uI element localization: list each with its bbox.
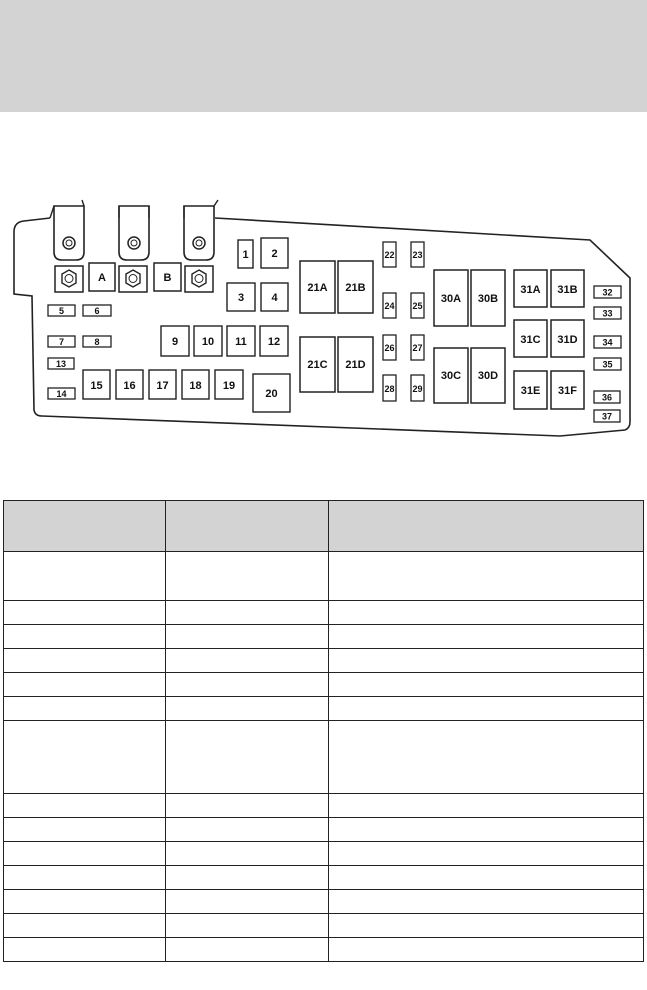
relay-label: 31C <box>520 334 541 346</box>
table-cell <box>166 552 329 601</box>
relay-21C <box>300 337 335 392</box>
relay-label: 31F <box>558 385 577 397</box>
fuse-5 <box>48 305 75 316</box>
fuse-26 <box>383 335 396 360</box>
table-row <box>4 649 644 673</box>
fuse-34 <box>594 336 621 348</box>
fuse-label: 15 <box>90 380 103 392</box>
fuse-label: 20 <box>265 388 278 400</box>
terminal-bracket-3 <box>184 200 218 260</box>
fuse-label: 8 <box>94 337 100 347</box>
fuse-17 <box>149 370 176 399</box>
fuse-label: 9 <box>171 336 179 348</box>
table-cell <box>329 866 644 890</box>
hex-bolt-icon <box>119 266 147 292</box>
table-cell <box>166 673 329 697</box>
fuse-13 <box>48 358 74 369</box>
fuse-19 <box>215 370 243 399</box>
table-cell <box>4 697 166 721</box>
table-cell <box>166 914 329 938</box>
fuse-label: 34 <box>602 337 613 348</box>
fuse-label: 37 <box>601 411 613 422</box>
relay-label: 21C <box>307 359 328 371</box>
fuse-1 <box>238 240 253 268</box>
relay-label: 30B <box>477 293 499 305</box>
table-cell <box>329 914 644 938</box>
relay-30A <box>434 270 468 326</box>
relay-30D <box>471 348 505 403</box>
table-cell <box>4 842 166 866</box>
table-cell <box>4 914 166 938</box>
relay-label: 31B <box>557 284 578 296</box>
relay-label: 31E <box>520 385 541 397</box>
table-row <box>4 721 644 794</box>
fuse-label: 19 <box>222 380 236 392</box>
fuse-2 <box>261 238 288 268</box>
header-band <box>0 0 647 112</box>
fuse-28 <box>383 375 396 401</box>
fuse-32 <box>594 286 621 298</box>
relay-label: 30D <box>477 370 499 382</box>
fuse-label: 27 <box>412 343 423 353</box>
header-cell <box>329 501 644 552</box>
table-cell <box>4 938 166 962</box>
table-row <box>4 866 644 890</box>
relay-label: 31A <box>520 284 541 296</box>
table-cell <box>166 890 329 914</box>
fuse-7 <box>48 336 75 347</box>
relay-31B <box>551 270 584 307</box>
relay-label: 31D <box>557 334 578 346</box>
table-cell <box>4 625 166 649</box>
fuse-B <box>154 263 181 291</box>
fuse-22 <box>383 242 396 267</box>
relay-30C <box>434 348 468 403</box>
table-cell <box>166 697 329 721</box>
fuse-33 <box>594 307 621 319</box>
table-row <box>4 552 644 601</box>
table-cell <box>4 601 166 625</box>
fuse-label: 3 <box>237 292 245 304</box>
table-row <box>4 818 644 842</box>
fuse-20 <box>253 374 290 412</box>
fuse-label: 6 <box>94 306 100 316</box>
fuse-label: 4 <box>271 292 278 304</box>
table-cell <box>329 673 644 697</box>
fuse-label: 11 <box>235 336 247 348</box>
fuse-label: B <box>163 272 172 284</box>
table-cell <box>329 601 644 625</box>
fuse-label: 13 <box>55 359 67 369</box>
fuse-box-diagram <box>0 190 647 450</box>
table-cell <box>4 721 166 794</box>
fuse-label: 36 <box>601 392 613 403</box>
fuse-8 <box>83 336 111 347</box>
fuse-12 <box>260 326 288 356</box>
table-cell <box>4 890 166 914</box>
fuse-11 <box>227 326 255 356</box>
fuse-label: A <box>98 272 106 284</box>
hex-bolt-icon <box>185 266 213 292</box>
table-cell <box>166 649 329 673</box>
relay-label: 21B <box>345 282 366 294</box>
relay-21D <box>338 337 373 392</box>
relay-21B <box>338 261 373 313</box>
table-cell <box>4 818 166 842</box>
fuse-label: 29 <box>412 384 423 394</box>
table-row <box>4 673 644 697</box>
table-row <box>4 842 644 866</box>
fuse-35 <box>594 358 621 370</box>
table-cell <box>166 721 329 794</box>
fuse-10 <box>194 326 222 356</box>
relay-label: 30A <box>440 293 462 305</box>
table-row <box>4 794 644 818</box>
table-row <box>4 938 644 962</box>
fuse-table-header <box>4 501 644 552</box>
relay-21A <box>300 261 335 313</box>
table-cell <box>4 649 166 673</box>
fuse-label: 2 <box>271 248 278 260</box>
fuse-label: 32 <box>602 287 613 298</box>
terminal-bracket-2 <box>119 206 149 260</box>
table-cell <box>329 721 644 794</box>
fuse-18 <box>182 370 209 399</box>
table-cell <box>329 552 644 601</box>
table-cell <box>4 794 166 818</box>
fuse-3 <box>227 283 255 311</box>
table-row <box>4 625 644 649</box>
fuse-16 <box>116 370 143 399</box>
fuse-label: 25 <box>412 301 423 311</box>
table-row <box>4 914 644 938</box>
relay-31D <box>551 320 584 357</box>
fuse-4 <box>261 283 288 311</box>
relay-31E <box>514 371 547 409</box>
relay-31C <box>514 320 547 357</box>
table-cell <box>329 794 644 818</box>
table-cell <box>166 842 329 866</box>
fuse-37 <box>594 410 620 422</box>
table-cell <box>329 649 644 673</box>
relay-label: 30C <box>440 370 462 382</box>
table-cell <box>329 938 644 962</box>
fuse-23 <box>411 242 424 267</box>
table-row <box>4 890 644 914</box>
fuse-label: 1 <box>242 249 249 261</box>
table-cell <box>166 818 329 842</box>
terminal-bracket-1 <box>50 200 84 260</box>
fuse-label: 35 <box>602 359 613 370</box>
header-cell <box>166 501 329 552</box>
fuse-label: 26 <box>384 343 395 353</box>
table-cell <box>166 601 329 625</box>
table-row <box>4 697 644 721</box>
header-cell <box>4 501 166 552</box>
fuse-label: 17 <box>156 380 169 392</box>
relay-31A <box>514 270 547 307</box>
fuse-table <box>3 500 644 962</box>
table-cell <box>329 818 644 842</box>
fuse-27 <box>411 335 424 360</box>
relay-label: 21D <box>345 359 366 371</box>
fuse-label: 24 <box>384 301 395 311</box>
table-cell <box>329 842 644 866</box>
table-cell <box>329 890 644 914</box>
fuse-label: 10 <box>201 336 215 348</box>
table-cell <box>329 697 644 721</box>
fuse-label: 12 <box>267 336 281 348</box>
fuse-6 <box>83 305 111 316</box>
fuse-label: 22 <box>384 250 395 260</box>
fuse-A <box>89 263 115 291</box>
fuse-9 <box>161 326 189 356</box>
fuse-label: 14 <box>56 389 67 399</box>
table-cell <box>329 625 644 649</box>
fuse-label: 5 <box>58 306 65 316</box>
relay-label: 21A <box>307 282 328 294</box>
fuse-table-body <box>4 552 644 962</box>
hex-bolt-icon <box>55 266 83 292</box>
fuse-label: 23 <box>412 250 423 260</box>
table-cell <box>4 866 166 890</box>
fuse-14 <box>48 388 75 399</box>
table-row <box>4 601 644 625</box>
fuse-25 <box>411 293 424 318</box>
table-header-row <box>4 501 644 552</box>
fuse-label: 33 <box>602 308 613 319</box>
fuse-29 <box>411 375 424 401</box>
relay-31F <box>551 371 584 409</box>
table-cell <box>166 866 329 890</box>
fuse-label: 28 <box>384 384 395 394</box>
fuse-15 <box>83 370 110 399</box>
table-cell <box>4 673 166 697</box>
table-cell <box>166 625 329 649</box>
relay-30B <box>471 270 505 326</box>
fuse-36 <box>594 391 620 403</box>
table-cell <box>166 938 329 962</box>
fuse-label: 7 <box>58 337 65 347</box>
table-cell <box>166 794 329 818</box>
fuse-label: 16 <box>123 380 136 392</box>
table-cell <box>4 552 166 601</box>
fuse-24 <box>383 293 396 318</box>
fuse-label: 18 <box>189 380 202 392</box>
